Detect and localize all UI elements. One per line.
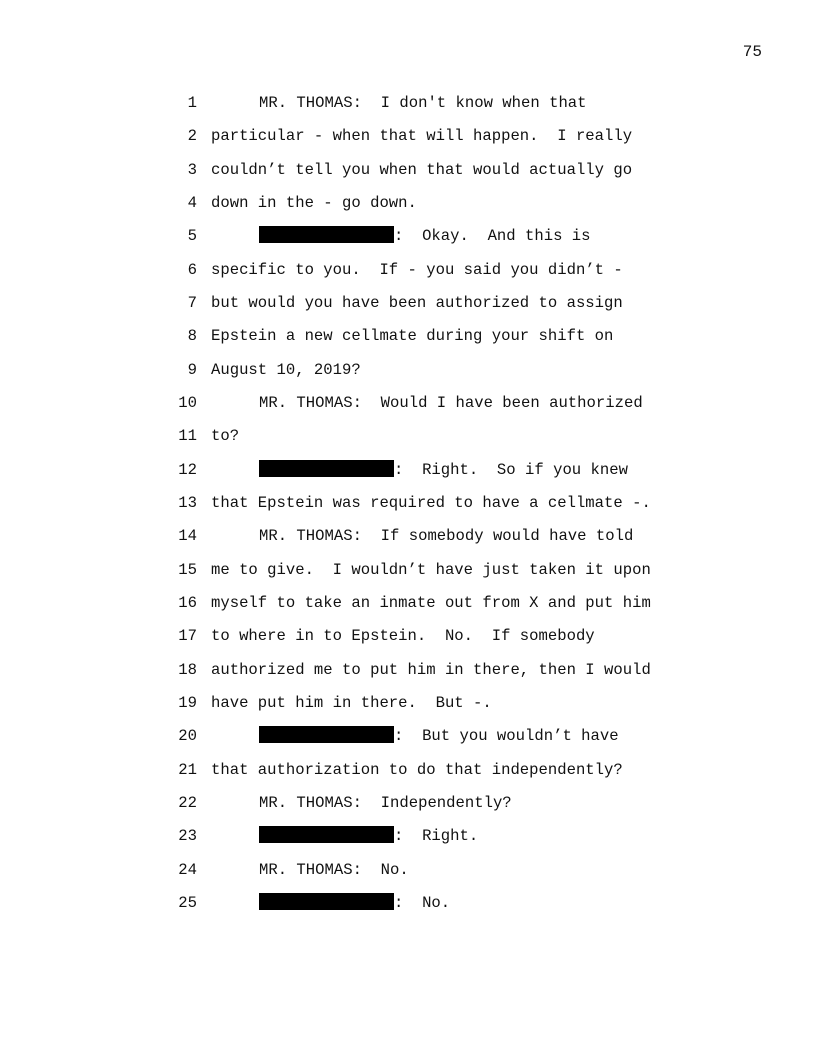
transcript-line xyxy=(0,525,816,558)
line-number: 24 xyxy=(178,860,197,879)
line-content: me to give. I wouldn’t have just taken it upon xyxy=(211,560,651,579)
transcript-line xyxy=(0,559,816,592)
line-content: : But you wouldn’t have xyxy=(394,727,619,746)
line-text xyxy=(211,725,619,747)
line-text xyxy=(211,459,628,481)
transcript-line xyxy=(0,225,816,258)
line-text xyxy=(211,159,632,181)
transcript-line xyxy=(0,659,816,692)
line-content: to where in to Epstein. No. If somebody xyxy=(211,627,595,646)
line-text xyxy=(211,425,239,447)
line-text xyxy=(211,825,478,847)
transcript-line xyxy=(0,759,816,792)
transcript-line xyxy=(0,325,816,358)
transcript-line xyxy=(0,192,816,225)
line-text xyxy=(211,659,651,681)
line-number: 20 xyxy=(178,727,197,746)
line-number: 7 xyxy=(187,293,197,312)
line-content: that Epstein was required to have a cellmate -. xyxy=(211,493,651,512)
line-text xyxy=(211,225,591,247)
line-number: 2 xyxy=(187,127,197,146)
line-text xyxy=(211,592,651,614)
transcript-line xyxy=(0,159,816,192)
line-number: 3 xyxy=(187,160,197,179)
line-content: : Right. xyxy=(394,827,479,846)
line-content: authorized me to put him in there, then I would xyxy=(211,660,651,679)
line-text xyxy=(211,559,651,581)
line-text xyxy=(211,692,492,714)
line-content: to? xyxy=(211,427,240,446)
speaker-label: MR. THOMAS: xyxy=(259,527,362,546)
transcript-body xyxy=(0,92,816,925)
speaker-label: MR. THOMAS: xyxy=(259,94,362,112)
line-text xyxy=(211,125,632,147)
line-text xyxy=(211,625,595,647)
line-text xyxy=(211,325,613,347)
transcript-line xyxy=(0,692,816,725)
line-content: Epstein a new cellmate during your shift on xyxy=(211,327,614,346)
line-text xyxy=(211,525,633,547)
line-number: 1 xyxy=(187,94,197,112)
line-text xyxy=(211,192,417,214)
line-content: down in the - go down. xyxy=(211,193,417,212)
transcript-line xyxy=(0,125,816,158)
line-number: 4 xyxy=(187,193,197,212)
line-text xyxy=(211,892,450,914)
line-content: particular - when that will happen. I really xyxy=(211,127,633,146)
line-text xyxy=(211,492,651,514)
line-content: that authorization to do that independently? xyxy=(211,760,623,779)
line-content: August 10, 2019? xyxy=(211,360,361,379)
transcript-line xyxy=(0,725,816,758)
speaker-label: MR. THOMAS: xyxy=(259,793,362,812)
transcript-line xyxy=(0,259,816,292)
redacted-speaker-name xyxy=(259,460,394,477)
line-number: 19 xyxy=(178,693,197,712)
line-content: Independently? xyxy=(361,793,512,812)
line-number: 17 xyxy=(178,627,197,646)
line-content: I don't know when that xyxy=(361,94,587,112)
redacted-speaker-name xyxy=(259,726,394,743)
line-number: 12 xyxy=(178,460,197,479)
line-text xyxy=(211,292,623,314)
line-content: : Right. So if you knew xyxy=(394,460,628,479)
speaker-label: MR. THOMAS: xyxy=(259,393,362,412)
line-text xyxy=(211,759,623,781)
line-text xyxy=(211,359,361,381)
line-content: myself to take an inmate out from X and put him xyxy=(211,593,651,612)
line-content: have put him in there. But -. xyxy=(211,693,492,712)
transcript-line xyxy=(0,392,816,425)
redacted-speaker-name xyxy=(259,226,394,243)
transcript-line xyxy=(0,292,816,325)
line-number: 15 xyxy=(178,560,197,579)
transcript-line xyxy=(0,625,816,658)
transcript-line xyxy=(0,892,816,925)
line-content: : Okay. And this is xyxy=(394,227,591,246)
line-number: 21 xyxy=(178,760,197,779)
line-text xyxy=(211,92,587,114)
line-content: but would you have been authorized to assign xyxy=(211,293,623,312)
line-number: 8 xyxy=(187,327,197,346)
line-number: 5 xyxy=(187,227,197,246)
line-number: 18 xyxy=(178,660,197,679)
line-number: 9 xyxy=(187,360,197,379)
transcript-line xyxy=(0,425,816,458)
line-content: Would I have been authorized xyxy=(361,393,643,412)
line-number: 22 xyxy=(178,793,197,812)
line-content: If somebody would have told xyxy=(361,527,634,546)
line-text xyxy=(211,859,409,881)
line-number: 11 xyxy=(178,427,197,446)
transcript-line xyxy=(0,825,816,858)
line-text xyxy=(211,259,623,281)
transcript-line xyxy=(0,92,816,125)
line-number: 14 xyxy=(178,527,197,546)
transcript-line xyxy=(0,592,816,625)
redacted-speaker-name xyxy=(259,826,394,843)
transcript-line xyxy=(0,359,816,392)
redacted-speaker-name xyxy=(259,893,394,910)
speaker-label: MR. THOMAS: xyxy=(259,860,362,879)
line-text xyxy=(211,392,643,414)
transcript-line xyxy=(0,459,816,492)
line-number: 6 xyxy=(187,260,197,279)
line-number: 10 xyxy=(178,393,197,412)
line-text xyxy=(211,792,512,814)
transcript-line xyxy=(0,792,816,825)
transcript-line xyxy=(0,492,816,525)
line-number: 16 xyxy=(178,593,197,612)
transcript-line xyxy=(0,859,816,892)
page-number: 75 xyxy=(742,43,762,61)
line-content: couldn’t tell you when that would actually go xyxy=(211,160,633,179)
line-number: 13 xyxy=(178,493,197,512)
line-number: 25 xyxy=(178,893,197,912)
line-content: : No. xyxy=(394,893,451,912)
line-content: No. xyxy=(361,860,409,879)
line-content: specific to you. If - you said you didn’t - xyxy=(211,260,623,279)
line-number: 23 xyxy=(178,827,197,846)
